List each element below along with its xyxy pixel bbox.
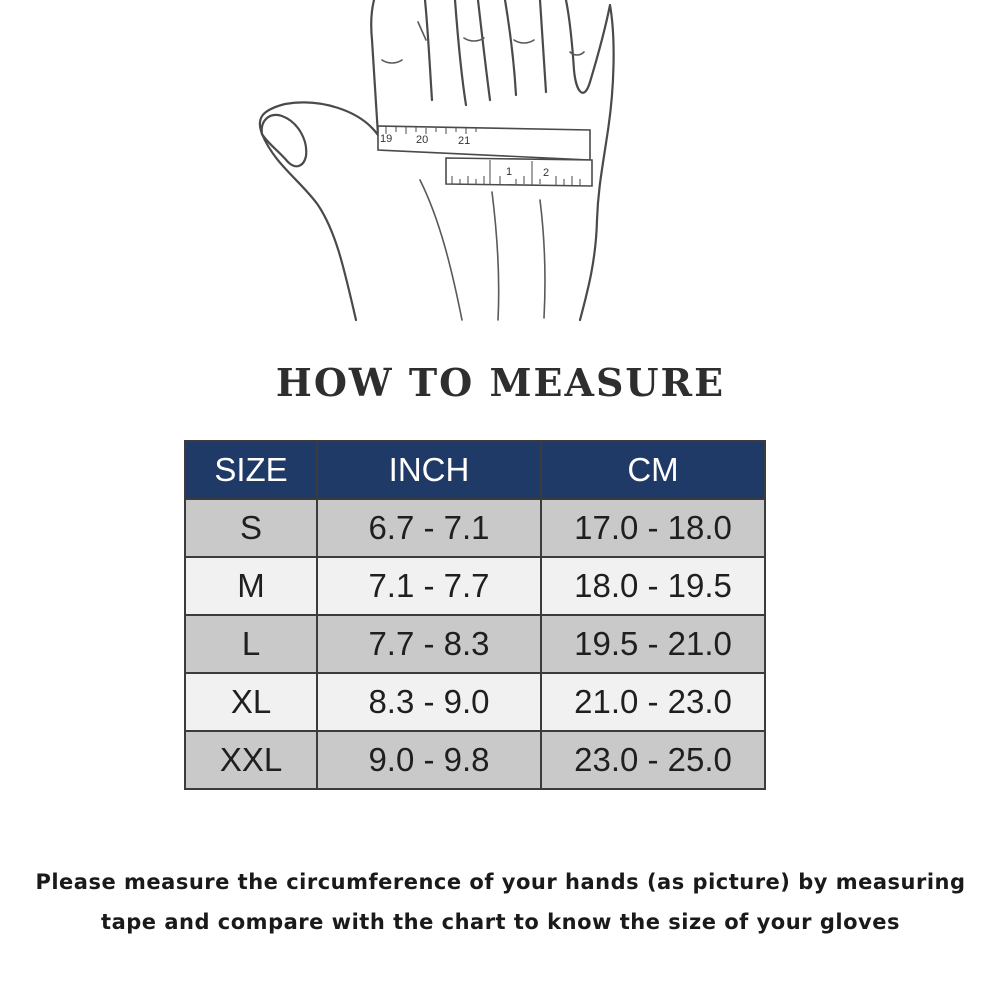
tape-number: 1 bbox=[506, 166, 513, 178]
size-chart-table bbox=[184, 440, 766, 790]
inch-cell: 6.7 - 7.1 bbox=[317, 499, 541, 557]
measuring-tape-upper bbox=[378, 126, 590, 160]
cm-cell: 21.0 - 23.0 bbox=[541, 673, 765, 731]
table-row bbox=[185, 731, 765, 789]
size-cell: XL bbox=[185, 673, 317, 731]
inch-cell: 8.3 - 9.0 bbox=[317, 673, 541, 731]
cm-cell: 17.0 - 18.0 bbox=[541, 499, 765, 557]
page-title: HOW TO MEASURE bbox=[275, 360, 726, 405]
cm-cell: 18.0 - 19.5 bbox=[541, 557, 765, 615]
finger-crease bbox=[514, 40, 534, 43]
palm-line bbox=[492, 192, 499, 320]
table-row bbox=[185, 499, 765, 557]
inch-cell: 7.7 - 8.3 bbox=[317, 615, 541, 673]
thumb-outline bbox=[262, 115, 307, 166]
palm-line bbox=[540, 200, 545, 318]
table-header-row bbox=[185, 441, 765, 499]
inch-cell: 9.0 - 9.8 bbox=[317, 731, 541, 789]
size-cell: S bbox=[185, 499, 317, 557]
table-row bbox=[185, 557, 765, 615]
cm-cell: 23.0 - 25.0 bbox=[541, 731, 765, 789]
instructions-line: Please measure the circumference of your hands (as picture) by measuring bbox=[35, 870, 966, 894]
size-cell: L bbox=[185, 615, 317, 673]
finger-crease bbox=[418, 22, 426, 40]
inch-cell: 7.1 - 7.7 bbox=[317, 557, 541, 615]
size-cell: M bbox=[185, 557, 317, 615]
hand-measuring-illustration bbox=[0, 0, 1001, 330]
measuring-instructions bbox=[20, 862, 981, 942]
tape-number: 20 bbox=[416, 134, 429, 146]
table-row bbox=[185, 673, 765, 731]
tape-number: 19 bbox=[380, 133, 393, 145]
finger-crease bbox=[382, 60, 402, 63]
header-cm: CM bbox=[541, 441, 765, 499]
tape-number: 2 bbox=[543, 167, 550, 179]
header-inch: INCH bbox=[317, 441, 541, 499]
table-row bbox=[185, 615, 765, 673]
finger-crease bbox=[464, 38, 484, 41]
palm-line bbox=[420, 180, 462, 320]
size-cell: XXL bbox=[185, 731, 317, 789]
tape-number: 21 bbox=[458, 135, 471, 147]
instructions-line: tape and compare with the chart to know the size of your gloves bbox=[101, 910, 900, 934]
header-size: SIZE bbox=[185, 441, 317, 499]
cm-cell: 19.5 - 21.0 bbox=[541, 615, 765, 673]
